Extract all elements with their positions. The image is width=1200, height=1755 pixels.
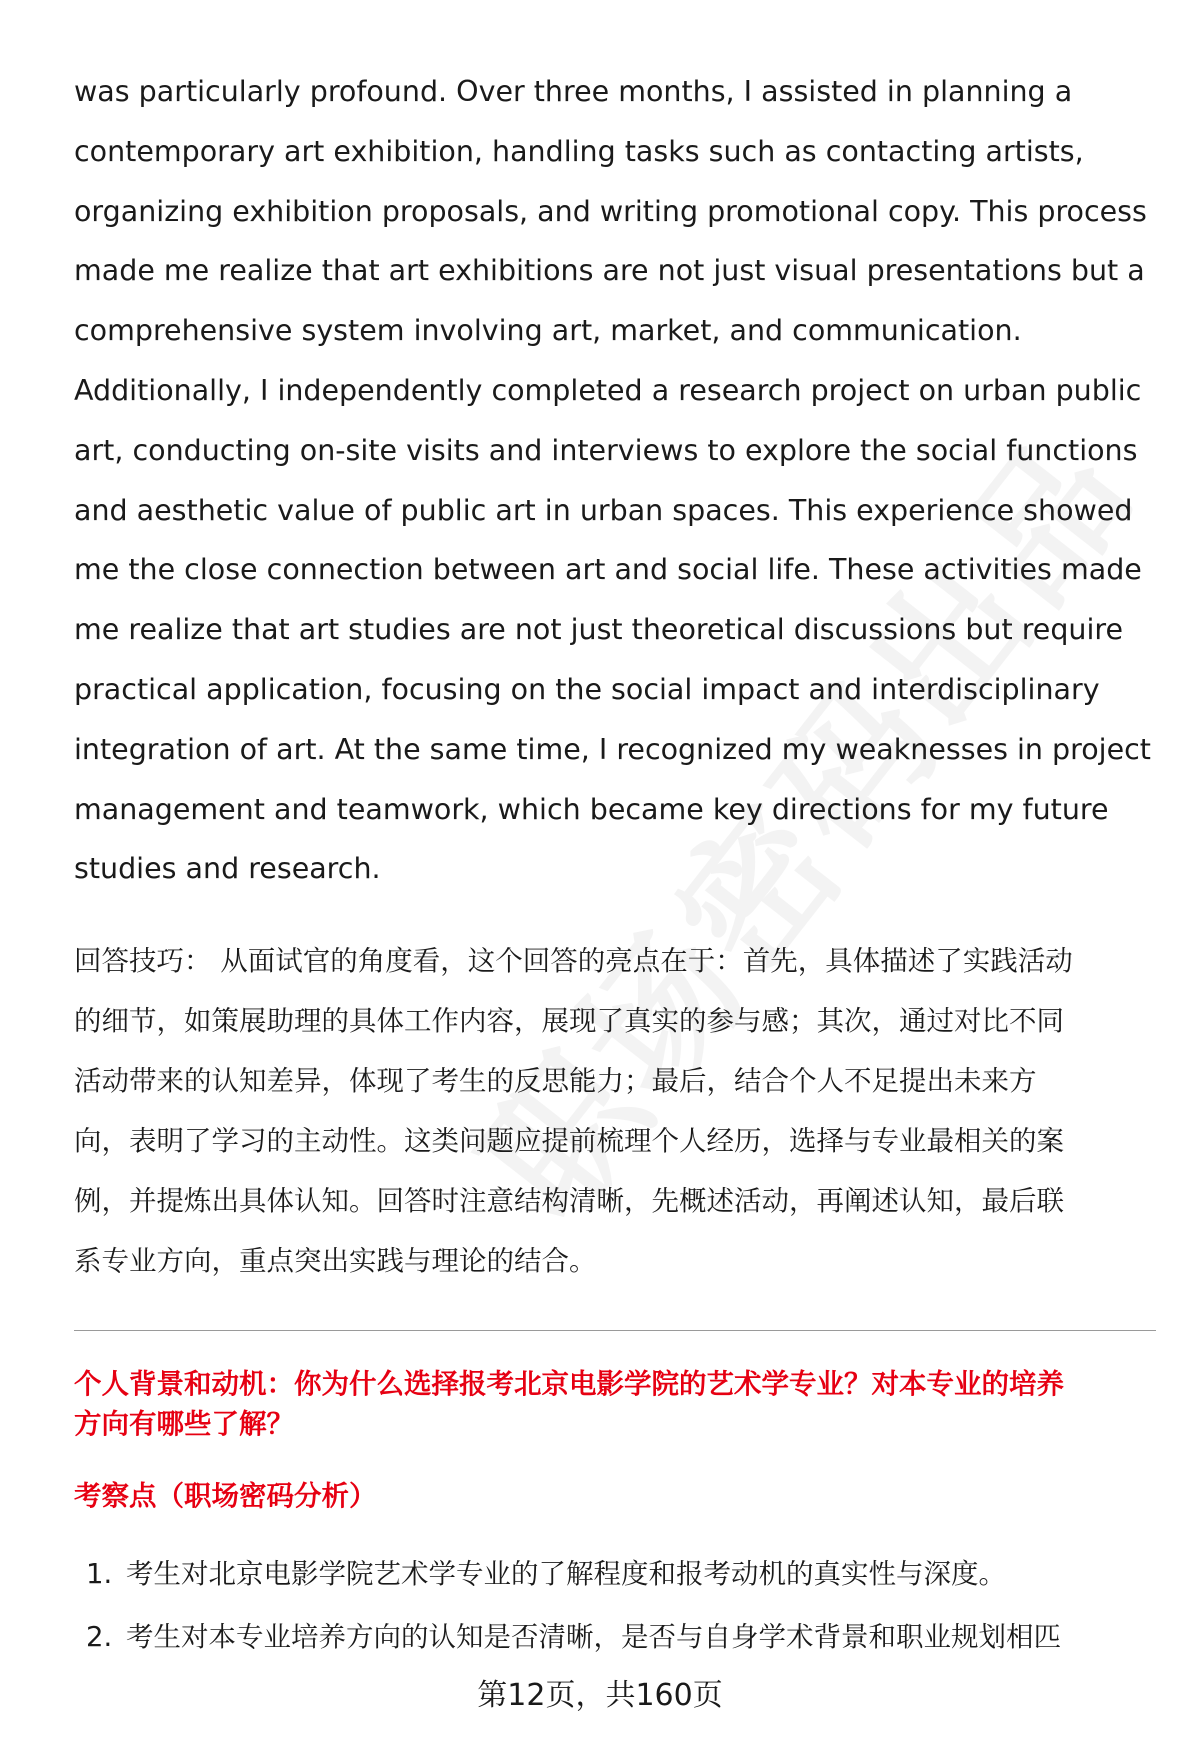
answer-line: practical application, focusing on the social impact and interdisciplinary: [74, 672, 1100, 706]
list-item-number: 2.: [86, 1621, 113, 1653]
question-line: 个人背景和动机：你为什么选择报考北京电影学院的艺术学专业？对本专业的培养: [74, 1368, 1064, 1400]
list-item-text: 考生对本专业培养方向的认知是否清晰，是否与自身学术背景和职业规划相匹: [126, 1621, 1061, 1653]
answer-line: me the close connection between art and social life. These activities made: [74, 553, 1142, 587]
answer-tips-paragraph: [74, 931, 1164, 1291]
answer-line: organizing exhibition proposals, and writing promotional copy. This process: [74, 194, 1147, 228]
answer-line: me realize that art studies are not just theoretical discussions but require: [74, 613, 1124, 647]
list-item: [86, 1617, 1166, 1657]
answer-line: Additionally, I independently completed a research project on urban public: [74, 373, 1142, 407]
answer-line: comprehensive system involving art, market, and communication.: [74, 314, 1022, 348]
answer-paragraph: [74, 62, 1164, 899]
assessment-points-title: 考察点（职场密码分析）: [74, 1480, 377, 1512]
list-item-number: 1.: [86, 1558, 113, 1590]
page-number-footer: 第12页，共160页: [477, 1678, 723, 1713]
list-item: [86, 1554, 1166, 1594]
answer-line: and aesthetic value of public art in urban spaces. This experience showed: [74, 493, 1133, 527]
tips-line: 回答技巧： 从面试官的角度看，这个回答的亮点在于：首先，具体描述了实践活动: [74, 945, 1073, 977]
tips-line: 活动带来的认知差异，体现了考生的反思能力；最后，结合个人不足提出未来方: [74, 1065, 1037, 1097]
answer-line: made me realize that art exhibitions are not just visual presentations but a: [74, 254, 1145, 288]
answer-line: was particularly profound. Over three months, I assisted in planning a: [74, 75, 1073, 108]
tips-line: 的细节，如策展助理的具体工作内容，展现了真实的参与感；其次，通过对比不同: [74, 1005, 1064, 1037]
answer-line: art, conducting on-site visits and interviews to explore the social functions: [74, 433, 1138, 467]
tips-line: 向，表明了学习的主动性。这类问题应提前梳理个人经历，选择与专业最相关的案: [74, 1125, 1064, 1157]
answer-line: integration of art. At the same time, I recognized my weaknesses in project: [74, 732, 1151, 766]
question-line: 方向有哪些了解？: [74, 1408, 294, 1440]
question-heading: [74, 1364, 1164, 1444]
answer-line: studies and research.: [74, 852, 381, 886]
tips-line: 例，并提炼出具体认知。回答时注意结构清晰，先概述活动，再阐述认知，最后联: [74, 1185, 1064, 1217]
section-divider: [74, 1330, 1156, 1331]
list-item-text: 考生对北京电影学院艺术学专业的了解程度和报考动机的真实性与深度。: [126, 1558, 1006, 1590]
answer-line: contemporary art exhibition, handling tasks such as contacting artists,: [74, 134, 1084, 168]
answer-line: management and teamwork, which became key directions for my future: [74, 792, 1109, 826]
tips-line: 系专业方向，重点突出实践与理论的结合。: [74, 1245, 597, 1277]
